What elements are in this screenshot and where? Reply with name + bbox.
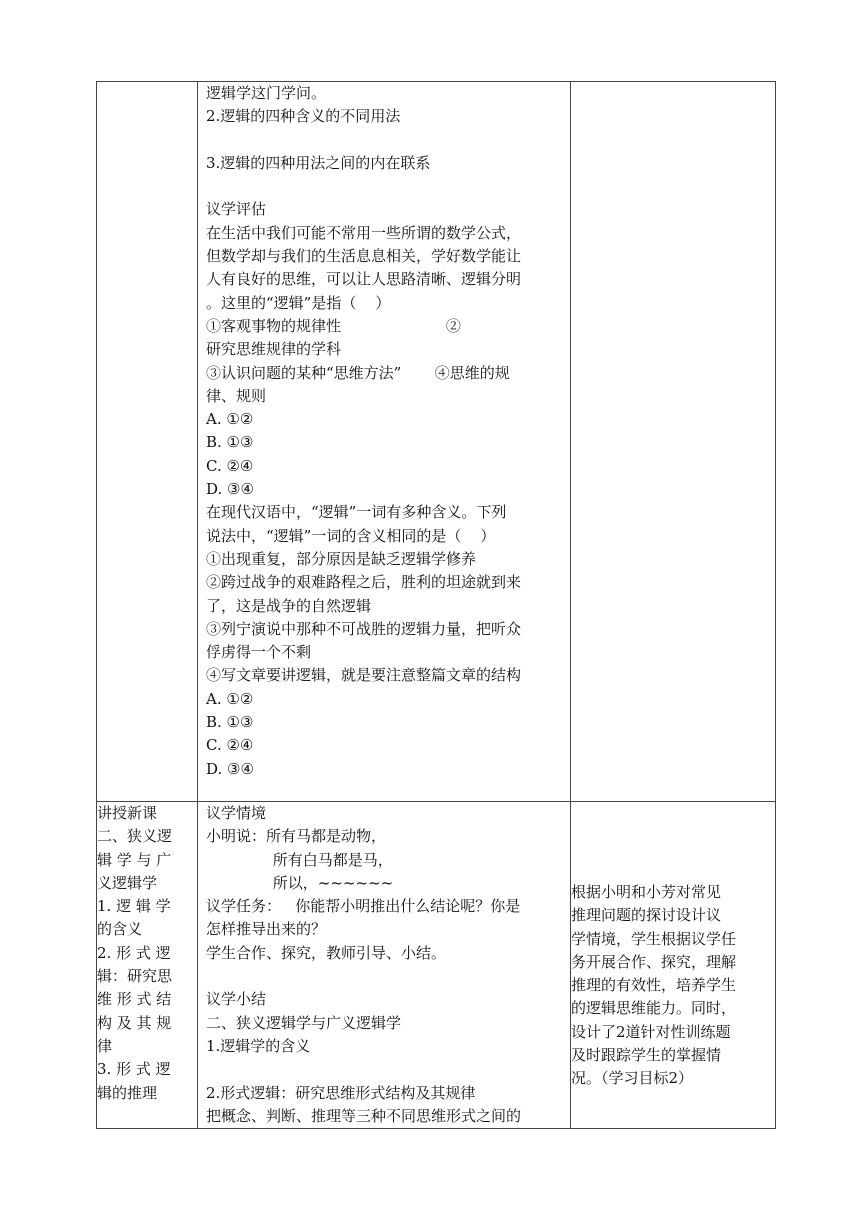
- stage-line: 二、狭义逻: [97, 827, 173, 846]
- stage-line: 维 形 式 结: [97, 990, 172, 1009]
- text-line: ②跨过战争的艰难路程之后，胜利的坦途就到来: [206, 573, 522, 592]
- design-line: 推理的有效性，培养学生: [571, 976, 737, 995]
- text-line: 二、狭义逻辑学与广义逻辑学: [206, 1013, 402, 1032]
- text-line: B. ①③: [206, 433, 254, 452]
- text-line: 议学情境: [206, 804, 267, 822]
- design-line: 务开展合作、探究，理解: [571, 952, 737, 971]
- stage-line: 律: [97, 1036, 113, 1055]
- text-line: [198, 965, 570, 988]
- design-line: 况。（学习目标2）: [571, 1069, 694, 1088]
- activity-text: [198, 82, 570, 781]
- design-line: 设计了2道针对性训练题: [571, 1022, 731, 1041]
- design-line: 学情境，学生根据议学任: [571, 929, 737, 948]
- text-line: ①出现重复，部分原因是缺乏逻辑学修养: [206, 549, 477, 568]
- text-line: ④写文章要讲逻辑，就是要注意整篇文章的结构: [206, 666, 522, 685]
- text-line: ③列宁演说中那种不可战胜的逻辑力量，把听众: [206, 619, 522, 638]
- lesson-plan-table: [96, 81, 776, 1129]
- text-line: C. ②④: [206, 456, 254, 475]
- design-line: 及时跟踪学生的掌握情: [571, 1046, 722, 1065]
- text-line: 逻辑学这门学问。: [206, 84, 327, 102]
- design-line: 推理问题的探讨设计议: [571, 906, 722, 925]
- stage-cell: [97, 802, 198, 1129]
- design-line: 的逻辑思维能力。同时，: [571, 999, 737, 1018]
- text-line: D. ③④: [206, 759, 254, 778]
- stage-line: 3. 形 式 逻: [97, 1060, 171, 1079]
- design-intent-cell: [571, 802, 776, 1129]
- text-line: 议学任务： 你能帮小明推出什么结论呢？你是: [206, 897, 521, 916]
- text-line: B. ①③: [206, 713, 254, 732]
- stage-cell: [97, 82, 198, 802]
- text-line: D. ③④: [206, 480, 254, 499]
- text-line: 把概念、判断、推理等三种不同思维形式之间的: [206, 1106, 522, 1125]
- text-line: [198, 175, 570, 198]
- text-line: 所有白马都是马，: [206, 850, 393, 869]
- text-line: 学生合作、探究，教师引导、小结。: [206, 943, 447, 962]
- stage-line: 2. 形 式 逻: [97, 943, 171, 962]
- text-line: 小明说：所有马都是动物，: [206, 827, 387, 846]
- text-line: 说法中，“逻辑”一词的含义相同的是（ ）: [206, 526, 496, 545]
- table-row: [97, 802, 776, 1129]
- text-line: C. ②④: [206, 736, 254, 755]
- text-line: 人有良好的思维，可以让人思路清晰、逻辑分明: [206, 270, 522, 289]
- table-row: [97, 82, 776, 802]
- activity-cell: [198, 82, 571, 802]
- text-line: 怎样推导出来的？: [206, 920, 327, 939]
- text-line: 所以，~~~~~~: [206, 873, 394, 892]
- text-line: 1.逻辑学的含义: [206, 1036, 311, 1055]
- text-line: 议学评估: [206, 200, 267, 219]
- text-line: 俘虏得一个不剩: [206, 643, 312, 662]
- text-line: 2.形式逻辑：研究思维形式结构及其规律: [206, 1083, 476, 1102]
- text-line: A. ①②: [206, 689, 254, 708]
- stage-line: 构 及 其 规: [97, 1013, 172, 1032]
- text-line: 了，这是战争的自然逻辑: [206, 596, 372, 615]
- text-line: 研究思维规律的学科: [206, 340, 342, 359]
- design-intent-cell: [571, 82, 776, 802]
- text-line: 议学小结: [206, 990, 267, 1009]
- text-line: 律、规则: [206, 386, 267, 405]
- text-line: A. ①②: [206, 410, 254, 429]
- text-line: [198, 129, 570, 152]
- stage-line: 的含义: [97, 920, 143, 939]
- text-line: [198, 1058, 570, 1081]
- stage-line: 1. 逻 辑 学: [97, 897, 171, 916]
- stage-line: 义逻辑学: [97, 873, 158, 892]
- text-line: 但数学却与我们的生活息息相关，学好数学能让: [206, 247, 522, 266]
- activity-cell: [198, 802, 571, 1129]
- text-line: 。这里的“逻辑”是指（ ）: [206, 293, 391, 312]
- stage-line: 讲授新课: [97, 804, 158, 822]
- text-line: 2.逻辑的四种含义的不同用法: [206, 107, 401, 126]
- stage-line: 辑：研究思: [97, 967, 173, 986]
- text-line: 在生活中我们可能不常用一些所谓的数学公式，: [206, 223, 522, 242]
- design-line: 根据小明和小芳对常见: [571, 883, 722, 901]
- stage-line: 辑的推理: [97, 1083, 158, 1102]
- activity-text: [198, 802, 570, 1128]
- stage-text: [97, 802, 197, 1105]
- stage-line: 辑 学 与 广: [97, 850, 172, 869]
- text-line: 在现代汉语中，“逻辑”一词有多种含义。下列: [206, 503, 507, 522]
- text-line: ①客观事物的规律性 ②: [206, 316, 461, 335]
- text-line: ③认识问题的某种“思维方法” ④思维的规: [206, 363, 510, 382]
- design-intent-text: [571, 802, 775, 1091]
- text-line: 3.逻辑的四种用法之间的内在联系: [206, 153, 431, 172]
